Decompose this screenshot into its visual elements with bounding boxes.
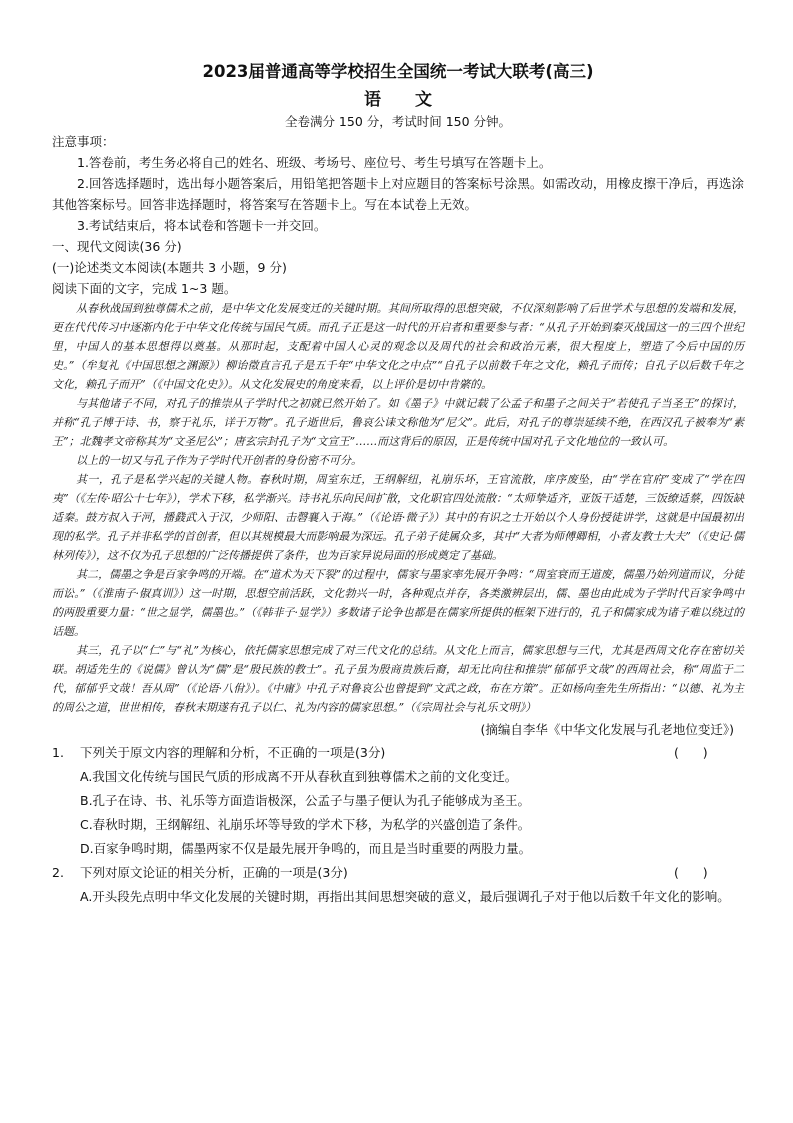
reading-passage xyxy=(52,299,744,717)
passage-paragraph: 以上的一切又与孔子作为子学时代开创者的身份密不可分。 xyxy=(76,454,362,467)
notice-item: 2.回答选择题时，选出每小题答案后，用铅笔把答题卡上对应题目的答案标号涂黑。如需改动，用橡皮擦干净后，再选涂其他答案标号。回答非选择题时，将答案写在答题卡上。写在本试卷上无效。 xyxy=(52,176,744,212)
question-stem: 下列对原文论证的相关分析，正确的一项是(3分) xyxy=(80,865,348,880)
question-number: 2. xyxy=(52,865,64,880)
exam-title: 2023届普通高等学校招生全国统一考试大联考(高三) xyxy=(202,62,594,81)
passage-paragraph: 其二，儒墨之争是百家争鸣的开端。在“道术为天下裂”的过程中，儒家与墨家率先展开争鸣：“周室衰而王道废，儒墨乃始列道而议，分徒而讼。”（《淮南子·俶真训》）这一时期，思想空前活跃，文化勃兴一时，各种观点并存，各类激辨层出，儒、墨也由此成为子学时代百家争鸣中的两股重要力量：“世之显学，儒墨也。”（《韩非子·显学》）多数诸子论争也都是在儒家所提供的框架下进行的，孔子和儒家成为诸子难以绕过的话题。 xyxy=(52,568,744,638)
score-line: 全卷满分 150 分，考试时间 150 分钟。 xyxy=(284,114,512,129)
option-b: B.孔子在诗、书、礼乐等方面造诣极深，公孟子与墨子便认为孔子能够成为圣王。 xyxy=(80,793,531,808)
question-stem: 下列关于原文内容的理解和分析，不正确的一项是(3分) xyxy=(80,745,386,760)
passage-source: (摘编自李华《中华文化发展与孔老地位变迁》) xyxy=(480,722,734,737)
question-2 xyxy=(52,862,744,908)
passage-paragraph: 其一，孔子是私学兴起的关键人物。春秋时期，周室东迁，王纲解纽，礼崩乐坏，王官流散，庠序废坠，由“学在官府”变成了“学在四夷”（《左传·昭公十七年》），学术下移，私学渐兴。诗书礼乐向民间扩散，文化职官四处流散：“太师挚适齐，亚饭干适楚，三饭缭适蔡，四饭缺适秦。鼓方叔入于河，播鼗武入于汉，少师阳、击磬襄入于海。”（《论语·微子》）其中的有识之士开始以个人身份授徒讲学，这就是中国最初出现的私学。孔子并非私学的首创者，但以其规模最大而影响最为深远。孔子弟子徒属众多，其中“大者为师傅卿相，小者友教士大夫”（《史记·儒林列传》），这不仅为孔子思想的广泛传播提供了条件，也为百家异说局面的形成奠定了基础。 xyxy=(52,473,744,562)
option-c: C.春秋时期，王纲解纽、礼崩乐坏等导致的学术下移，为私学的兴盛创造了条件。 xyxy=(80,817,531,832)
option-a: A.我国文化传统与国民气质的形成离不开从春秋直到独尊儒术之前的文化变迁。 xyxy=(80,769,518,784)
question-1 xyxy=(52,742,744,860)
notice-item: 1.答卷前，考生务必将自己的姓名、班级、考场号、座位号、考生号填写在答题卡上。 xyxy=(77,155,552,170)
answer-blank[interactable]: ( ) xyxy=(674,745,708,760)
option-d: D.百家争鸣时期，儒墨两家不仅是最先展开争鸣的，而且是当时重要的两股力量。 xyxy=(80,841,532,856)
option-a: A.开头段先点明中华文化发展的关键时期，再指出其间思想突破的意义，最后强调孔子对于他以后数千年文化的影响。 xyxy=(80,889,730,904)
section-subheading: (一)论述类文本阅读(本题共 3 小题，9 分) xyxy=(52,260,287,275)
section-heading: 一、现代文阅读(36 分) xyxy=(52,239,182,254)
notice-item: 3.考试结束后，将本试卷和答题卡一并交回。 xyxy=(77,218,327,233)
passage-paragraph: 与其他诸子不同，对孔子的推崇从子学时代之初就已然开始了。如《墨子》中就记载了公孟子和墨子之间关于“若使孔子当圣王”的探讨，并称“孔子博于诗、书，察于礼乐，详于万物”。孔子逝世后，鲁哀公诔文称他为“尼父”。此后，对孔子的尊崇延续不绝，在西汉孔子被奉为“素王”；北魏孝文帝称其为“文圣尼公”；唐玄宗封孔子为“文宣王”……而这背后的原因，正是传统中国对孔子文化地位的一致认可。 xyxy=(52,397,744,448)
answer-blank[interactable]: ( ) xyxy=(674,865,708,880)
passage-paragraph: 其三，孔子以“仁”与“礼”为核心，依托儒家思想完成了对三代文化的总结。从文化上而言，儒家思想与三代，尤其是西周文化存在密切关联。胡适先生的《说儒》曾认为“儒”是“殷民族的教士”。孔子虽为殷商贵族后裔，却无比向往和推崇“郁郁乎文哉”的西周社会，称“周监于二代，郁郁乎文哉！吾从周”（《论语·八佾》）。《中庸》中孔子对鲁哀公也曾提到“文武之政，布在方策”。正如杨向奎先生所指出：“以德、礼为主的周公之道，世世相传，春秋末期遂有孔子以仁、礼为内容的儒家思想。”（《宗周社会与礼乐文明》） xyxy=(52,644,744,714)
passage-paragraph: 从春秋战国到独尊儒术之前，是中华文化发展变迁的关键时期。其间所取得的思想突破，不仅深刻影响了后世学术与思想的发端和发展，更在代代传习中逐渐内化于中华文化传统与国民气质。而孔子正是这一时代的开启者和重要参与者：“从孔子开始到秦灭战国这一的三四个世纪里，中国人的基本思想得以奠基。从那时起，支配着中国人心灵的观念以及周代的社会和政治元素，很大程度上，塑造了今后中国的历史。”（牟复礼《中国思想之渊源》）柳诒徵直言孔子是五千年“中华文化之中点”“自孔子以前数千年之文化，赖孔子而传；自孔子以后数千年之文化，赖孔子而开”（《中国文化史》）。从文化发展史的角度来看，以上评价是切中肯綮的。 xyxy=(52,302,744,391)
subject-title: 语 文 xyxy=(364,90,446,110)
notice-heading: 注意事项： xyxy=(52,134,115,149)
question-number: 1. xyxy=(52,745,64,760)
reading-instruction: 阅读下面的文字，完成 1~3 题。 xyxy=(52,281,237,296)
exam-page xyxy=(52,60,744,908)
